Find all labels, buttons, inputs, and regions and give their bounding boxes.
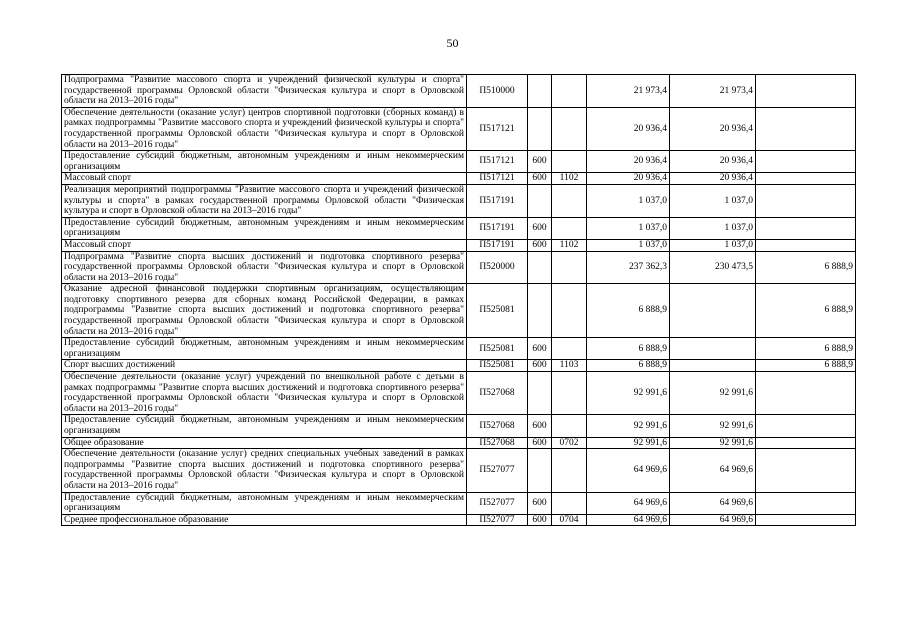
row-code-cell: П527077 — [467, 492, 528, 514]
row-amount-federal-cell — [756, 151, 856, 173]
table-row — [62, 437, 856, 449]
row-amount-regional-cell: 64 969,6 — [670, 492, 756, 514]
row-amount-regional-cell: 64 969,6 — [670, 514, 756, 526]
row-code-cell: П510000 — [467, 75, 528, 108]
row-name-cell: Спорт высших достижений — [62, 360, 467, 372]
row-section-cell — [552, 75, 587, 108]
table-row — [62, 217, 856, 239]
table-row — [62, 239, 856, 251]
row-amount-total-cell: 1 037,0 — [587, 184, 670, 217]
row-amount-federal-cell — [756, 217, 856, 239]
page-number: 50 — [446, 36, 459, 50]
table-row — [62, 449, 856, 492]
row-amount-total-cell: 6 888,9 — [587, 338, 670, 360]
row-section-cell — [552, 338, 587, 360]
row-name-cell: Массовый спорт — [62, 173, 467, 185]
row-expense-type-cell: 600 — [528, 492, 552, 514]
row-name-cell: Среднее профессиональное образование — [62, 514, 467, 526]
row-expense-type-cell: 600 — [528, 173, 552, 185]
row-section-cell: 1102 — [552, 173, 587, 185]
row-amount-regional-cell: 20 936,4 — [670, 173, 756, 185]
row-section-cell — [552, 372, 587, 415]
row-name-cell: Оказание адресной финансовой поддержки спортивным организациям, осуществляющим подготовку спортивного резерва для сборных команд Российской Федерации, в рамках подпрограммы "Развитие спорта высших достижений и подготовка спортивного резерва" государственной программы Орловской области "Физическая культура и спорт в Орловской области на 2013–2016 годы" — [62, 284, 467, 338]
row-section-cell — [552, 284, 587, 338]
row-amount-regional-cell: 230 473,5 — [670, 251, 756, 284]
row-expense-type-cell: 600 — [528, 217, 552, 239]
row-amount-total-cell: 20 936,4 — [587, 107, 670, 150]
row-expense-type-cell — [528, 184, 552, 217]
row-amount-federal-cell — [756, 449, 856, 492]
row-code-cell: П527068 — [467, 437, 528, 449]
row-amount-total-cell: 92 991,6 — [587, 437, 670, 449]
row-code-cell: П527068 — [467, 415, 528, 437]
row-code-cell: П517121 — [467, 151, 528, 173]
row-section-cell — [552, 151, 587, 173]
table-row — [62, 173, 856, 185]
row-section-cell: 1103 — [552, 360, 587, 372]
row-amount-regional-cell: 1 037,0 — [670, 184, 756, 217]
row-amount-total-cell: 21 973,4 — [587, 75, 670, 108]
row-code-cell: П525081 — [467, 338, 528, 360]
row-name-cell: Предоставление субсидий бюджетным, автономным учреждениям и иным некоммерческим организациям — [62, 151, 467, 173]
row-expense-type-cell: 600 — [528, 239, 552, 251]
row-code-cell: П517191 — [467, 184, 528, 217]
table-row — [62, 514, 856, 526]
table-row — [62, 75, 856, 108]
row-name-cell: Предоставление субсидий бюджетным, автономным учреждениям и иным некоммерческим организациям — [62, 492, 467, 514]
row-section-cell — [552, 107, 587, 150]
table-row — [62, 284, 856, 338]
row-name-cell: Предоставление субсидий бюджетным, автономным учреждениям и иным некоммерческим организациям — [62, 338, 467, 360]
row-amount-federal-cell: 6 888,9 — [756, 284, 856, 338]
row-amount-total-cell: 64 969,6 — [587, 514, 670, 526]
table-row — [62, 184, 856, 217]
row-section-cell: 0702 — [552, 437, 587, 449]
row-name-cell: Подпрограмма "Развитие спорта высших достижений и подготовка спортивного резерва" государственной программы Орловской области "Физическая культура и спорт в Орловской области на 2013–2016 годы" — [62, 251, 467, 284]
row-amount-total-cell: 20 936,4 — [587, 151, 670, 173]
table-row — [62, 372, 856, 415]
row-amount-regional-cell: 20 936,4 — [670, 107, 756, 150]
row-code-cell: П525081 — [467, 284, 528, 338]
row-name-cell: Обеспечение деятельности (оказание услуг) центров спортивной подготовки (сборных команд) в рамках подпрограммы "Развитие массового спорта и учреждений физической культуры и спорта" государственной программы Орловской области "Физическая культура и спорт в Орловской области на 2013–2016 годы" — [62, 107, 467, 150]
row-amount-total-cell: 6 888,9 — [587, 360, 670, 372]
row-name-cell: Массовый спорт — [62, 239, 467, 251]
row-amount-total-cell: 6 888,9 — [587, 284, 670, 338]
row-name-cell: Предоставление субсидий бюджетным, автономным учреждениям и иным некоммерческим организациям — [62, 217, 467, 239]
row-section-cell: 0704 — [552, 514, 587, 526]
row-name-cell: Обеспечение деятельности (оказание услуг) учреждений по внешкольной работе с детьми в рамках подпрограммы "Развитие спорта высших достижений и подготовка спортивного резерва" государственной программы Орловской области "Физическая культура и спорт в Орловской области на 2013–2016 годы" — [62, 372, 467, 415]
row-expense-type-cell: 600 — [528, 437, 552, 449]
row-amount-total-cell: 1 037,0 — [587, 239, 670, 251]
row-amount-regional-cell — [670, 360, 756, 372]
table-row — [62, 151, 856, 173]
row-amount-total-cell: 64 969,6 — [587, 492, 670, 514]
row-amount-federal-cell — [756, 514, 856, 526]
row-code-cell: П517191 — [467, 217, 528, 239]
row-amount-regional-cell: 92 991,6 — [670, 372, 756, 415]
row-expense-type-cell — [528, 107, 552, 150]
row-amount-federal-cell — [756, 75, 856, 108]
row-code-cell: П517191 — [467, 239, 528, 251]
budget-table-body — [62, 75, 856, 526]
row-expense-type-cell — [528, 75, 552, 108]
row-expense-type-cell: 600 — [528, 514, 552, 526]
row-amount-federal-cell — [756, 415, 856, 437]
row-name-cell: Подпрограмма "Развитие массового спорта и учреждений физической культуры и спорта" государственной программы Орловской области "Физическая культура и спорт в Орловской области на 2013–2016 годы" — [62, 75, 467, 108]
row-amount-federal-cell — [756, 437, 856, 449]
row-code-cell: П527077 — [467, 514, 528, 526]
row-amount-federal-cell: 6 888,9 — [756, 360, 856, 372]
row-code-cell: П520000 — [467, 251, 528, 284]
table-row — [62, 360, 856, 372]
row-amount-federal-cell — [756, 173, 856, 185]
row-name-cell: Обеспечение деятельности (оказание услуг) средних специальных учебных заведений в рамках подпрограммы "Развитие спорта высших достижений и подготовка спортивного резерва" государственной программы Орловской области "Физическая культура и спорт в Орловской области на 2013–2016 годы" — [62, 449, 467, 492]
row-amount-federal-cell — [756, 492, 856, 514]
row-expense-type-cell — [528, 251, 552, 284]
row-amount-regional-cell: 64 969,6 — [670, 449, 756, 492]
row-amount-total-cell: 92 991,6 — [587, 415, 670, 437]
row-expense-type-cell: 600 — [528, 151, 552, 173]
row-code-cell: П527068 — [467, 372, 528, 415]
row-amount-total-cell: 64 969,6 — [587, 449, 670, 492]
row-section-cell — [552, 492, 587, 514]
row-section-cell — [552, 449, 587, 492]
row-section-cell — [552, 251, 587, 284]
row-expense-type-cell: 600 — [528, 415, 552, 437]
budget-table — [61, 74, 856, 526]
table-row — [62, 107, 856, 150]
row-name-cell: Предоставление субсидий бюджетным, автономным учреждениям и иным некоммерческим организациям — [62, 415, 467, 437]
row-expense-type-cell: 600 — [528, 360, 552, 372]
row-amount-total-cell: 237 362,3 — [587, 251, 670, 284]
row-amount-total-cell: 20 936,4 — [587, 173, 670, 185]
row-name-cell: Общее образование — [62, 437, 467, 449]
table-row — [62, 338, 856, 360]
row-amount-regional-cell: 1 037,0 — [670, 217, 756, 239]
row-name-cell: Реализация мероприятий подпрограммы "Развитие массового спорта и учреждений физической культуры и спорта" в рамках государственной программы Орловской области "Физическая культура и спорт в Орловской области на 2013–2016 годы" — [62, 184, 467, 217]
row-amount-federal-cell: 6 888,9 — [756, 338, 856, 360]
row-amount-regional-cell — [670, 338, 756, 360]
row-amount-federal-cell — [756, 239, 856, 251]
row-amount-federal-cell — [756, 107, 856, 150]
table-row — [62, 492, 856, 514]
row-section-cell — [552, 217, 587, 239]
row-code-cell: П527077 — [467, 449, 528, 492]
row-amount-federal-cell: 6 888,9 — [756, 251, 856, 284]
row-section-cell: 1102 — [552, 239, 587, 251]
table-row — [62, 415, 856, 437]
row-amount-regional-cell: 20 936,4 — [670, 151, 756, 173]
row-amount-federal-cell — [756, 372, 856, 415]
row-code-cell: П517121 — [467, 173, 528, 185]
row-expense-type-cell — [528, 284, 552, 338]
row-expense-type-cell — [528, 449, 552, 492]
row-expense-type-cell: 600 — [528, 338, 552, 360]
row-amount-total-cell: 92 991,6 — [587, 372, 670, 415]
row-amount-federal-cell — [756, 184, 856, 217]
row-amount-regional-cell: 1 037,0 — [670, 239, 756, 251]
row-amount-regional-cell: 21 973,4 — [670, 75, 756, 108]
row-amount-regional-cell: 92 991,6 — [670, 415, 756, 437]
table-row — [62, 251, 856, 284]
row-section-cell — [552, 415, 587, 437]
row-amount-regional-cell: 92 991,6 — [670, 437, 756, 449]
row-section-cell — [552, 184, 587, 217]
row-expense-type-cell — [528, 372, 552, 415]
row-code-cell: П525081 — [467, 360, 528, 372]
row-code-cell: П517121 — [467, 107, 528, 150]
row-amount-total-cell: 1 037,0 — [587, 217, 670, 239]
row-amount-regional-cell — [670, 284, 756, 338]
